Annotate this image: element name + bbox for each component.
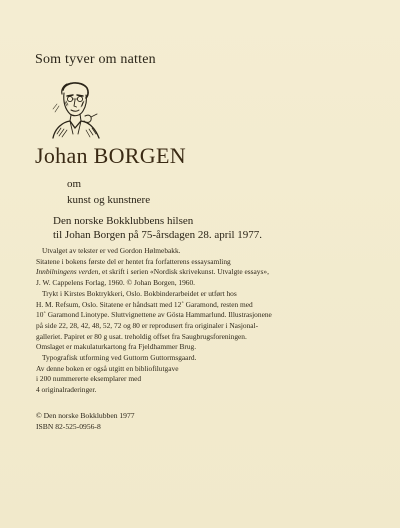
copyright-line: © Den norske Bokklubben 1977	[36, 411, 135, 420]
colophon-line: Omslaget er makulaturkartong fra Fjeldhammer Brug.	[36, 342, 197, 352]
colophon-line: i 200 nummererte eksemplarer med	[36, 374, 142, 384]
colophon-line: Trykt i Kirstes Boktrykkeri, Oslo. Bokbinderarbeidet er utført hos	[42, 288, 237, 298]
dedication-line-2: til Johan Borgen på 75-årsdagen 28. april 1977.	[53, 229, 263, 241]
colophon-line: Av denne boken er også utgitt en bibliofilutgave	[36, 363, 179, 373]
colophon-line: på side 22, 28, 42, 48, 52, 72 og 80 er reprodusert fra originaler i Nasjonal-	[36, 320, 259, 330]
colophon-italic-title: Innbilningens verden,	[36, 267, 101, 277]
colophon-line: galleriet. Papiret er 80 g usat. treholdig offset fra Saugbrugsforeningen.	[36, 331, 247, 341]
dedication	[53, 214, 262, 242]
subtitle-om: om	[67, 178, 82, 190]
colophon-line: Typografisk utforming ved Guttorm Guttormsgaard.	[42, 353, 197, 363]
author-portrait-sketch	[45, 76, 103, 140]
colophon-line: Sitatene i bokens første del er hentet fra forfatterens essaysamling	[36, 256, 231, 266]
isbn-line: ISBN 82-525-0956-8	[36, 422, 101, 431]
colophon-text: et skrift i serien «Nordisk skrivekunst. Utvalgte essays»,	[100, 267, 269, 277]
subtitle-topic: kunst og kunstnere	[67, 194, 151, 206]
colophon-line: 10˚ Garamond Linotype. Sluttvignettene av Gösta Hammarlund. Illustrasjonene	[36, 310, 272, 320]
colophon	[36, 246, 376, 396]
colophon-line	[36, 267, 376, 278]
copyright-block	[36, 410, 135, 432]
dedication-line-1: Den norske Bokklubbens hilsen	[53, 215, 194, 227]
author-name: Johan BORGEN	[35, 143, 186, 168]
colophon-line: J. W. Cappelens Forlag, 1960. © Johan Borgen, 1960.	[36, 278, 196, 288]
colophon-line: Utvalget av tekster er ved Gordon Hølmebakk.	[42, 246, 181, 255]
colophon-line: H. M. Refsum, Oslo. Sitatene er håndsatt med 12˚ Garamond, resten med	[36, 299, 253, 309]
colophon-line: 4 originalraderinger.	[36, 385, 97, 395]
book-title: Som tyver om natten	[35, 52, 156, 67]
